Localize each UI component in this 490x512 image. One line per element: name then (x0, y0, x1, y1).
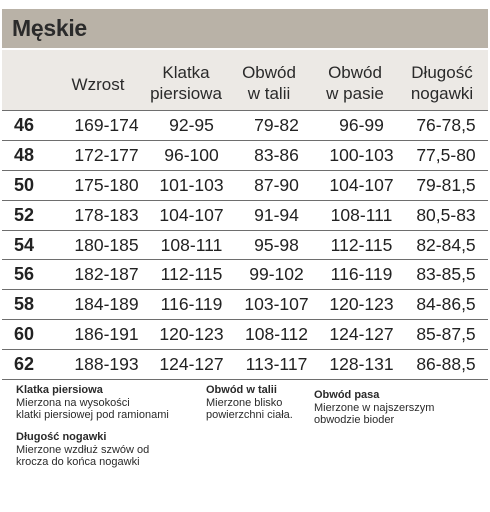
size-cell: 58 (2, 290, 64, 320)
table-row (2, 200, 488, 230)
table-row (2, 350, 488, 380)
value-cell: 79-81,5 (404, 170, 488, 200)
value-cell: 96-99 (319, 111, 404, 141)
table-row (2, 320, 488, 350)
value-cell: 82-84,5 (404, 230, 488, 260)
page-title: Męskie (12, 15, 87, 41)
value-cell: 86-88,5 (404, 350, 488, 380)
value-cell: 103-107 (234, 290, 319, 320)
value-cell: 175-180 (64, 170, 149, 200)
title-bar (2, 9, 488, 48)
table-row (2, 290, 488, 320)
note-body: Mierzona na wysokości klatki piersiowej pod ramionami (16, 396, 169, 421)
value-cell: 124-127 (149, 350, 234, 380)
table-row (2, 260, 488, 290)
value-cell: 182-187 (64, 260, 149, 290)
value-cell: 169-174 (64, 111, 149, 141)
value-cell: 180-185 (64, 230, 149, 260)
size-cell: 54 (2, 230, 64, 260)
value-cell: 120-123 (319, 290, 404, 320)
table-row (2, 111, 488, 141)
note-dlugosc-nogawki (16, 431, 149, 469)
value-cell: 85-87,5 (404, 320, 488, 350)
value-cell: 80,5-83 (404, 200, 488, 230)
size-cell: 62 (2, 350, 64, 380)
table-row (2, 230, 488, 260)
note-body: Mierzone w najszerszym obwodzie bioder (314, 401, 435, 426)
size-cell: 46 (2, 111, 64, 141)
value-cell: 104-107 (319, 170, 404, 200)
value-cell: 76-78,5 (404, 111, 488, 141)
value-cell: 95-98 (234, 230, 319, 260)
value-cell: 120-123 (149, 320, 234, 350)
table-header (2, 50, 488, 110)
value-cell: 100-103 (319, 140, 404, 170)
size-cell: 60 (2, 320, 64, 350)
table-row (2, 170, 488, 200)
value-cell: 172-177 (64, 140, 149, 170)
value-cell: 108-111 (149, 230, 234, 260)
note-body: Mierzone blisko powierzchni ciała. (206, 396, 293, 421)
value-cell: 91-94 (234, 200, 319, 230)
size-cell: 48 (2, 140, 64, 170)
header-wzrost: Wzrost (71, 75, 125, 94)
header-obwod-w-talii: Obwód w talii (242, 63, 296, 103)
size-cell: 56 (2, 260, 64, 290)
note-title: Długość nogawki (16, 431, 107, 443)
note-title: Klatka piersiowa (16, 384, 103, 396)
value-cell: 83-85,5 (404, 260, 488, 290)
note-obwod-w-talii (206, 384, 293, 422)
value-cell: 84-86,5 (404, 290, 488, 320)
value-cell: 112-115 (319, 230, 404, 260)
value-cell: 112-115 (149, 260, 234, 290)
value-cell: 184-189 (64, 290, 149, 320)
value-cell: 83-86 (234, 140, 319, 170)
value-cell: 178-183 (64, 200, 149, 230)
note-title: Obwód w talii (206, 384, 277, 396)
value-cell: 99-102 (234, 260, 319, 290)
value-cell: 77,5-80 (404, 140, 488, 170)
value-cell: 108-112 (234, 320, 319, 350)
note-klatka-piersiowa (16, 384, 169, 422)
note-body: Mierzone wzdłuż szwów od krocza do końca nogawki (16, 443, 150, 468)
size-cell: 50 (2, 170, 64, 200)
value-cell: 108-111 (319, 200, 404, 230)
note-obwod-pasa (314, 389, 434, 427)
value-cell: 104-107 (149, 200, 234, 230)
value-cell: 188-193 (64, 350, 149, 380)
size-cell: 52 (2, 200, 64, 230)
value-cell: 113-117 (234, 350, 319, 380)
header-klatka-piersiowa: Klatka piersiowa (150, 63, 222, 103)
value-cell: 116-119 (319, 260, 404, 290)
value-cell: 96-100 (149, 140, 234, 170)
header-dlugosc-nogawki: Długość nogawki (410, 63, 474, 103)
size-table (2, 110, 488, 380)
value-cell: 124-127 (319, 320, 404, 350)
table-row (2, 140, 488, 170)
value-cell: 92-95 (149, 111, 234, 141)
value-cell: 128-131 (319, 350, 404, 380)
value-cell: 79-82 (234, 111, 319, 141)
value-cell: 87-90 (234, 170, 319, 200)
value-cell: 101-103 (149, 170, 234, 200)
value-cell: 186-191 (64, 320, 149, 350)
header-obwod-w-pasie: Obwód w pasie (326, 63, 384, 103)
value-cell: 116-119 (149, 290, 234, 320)
note-title: Obwód pasa (314, 389, 380, 401)
